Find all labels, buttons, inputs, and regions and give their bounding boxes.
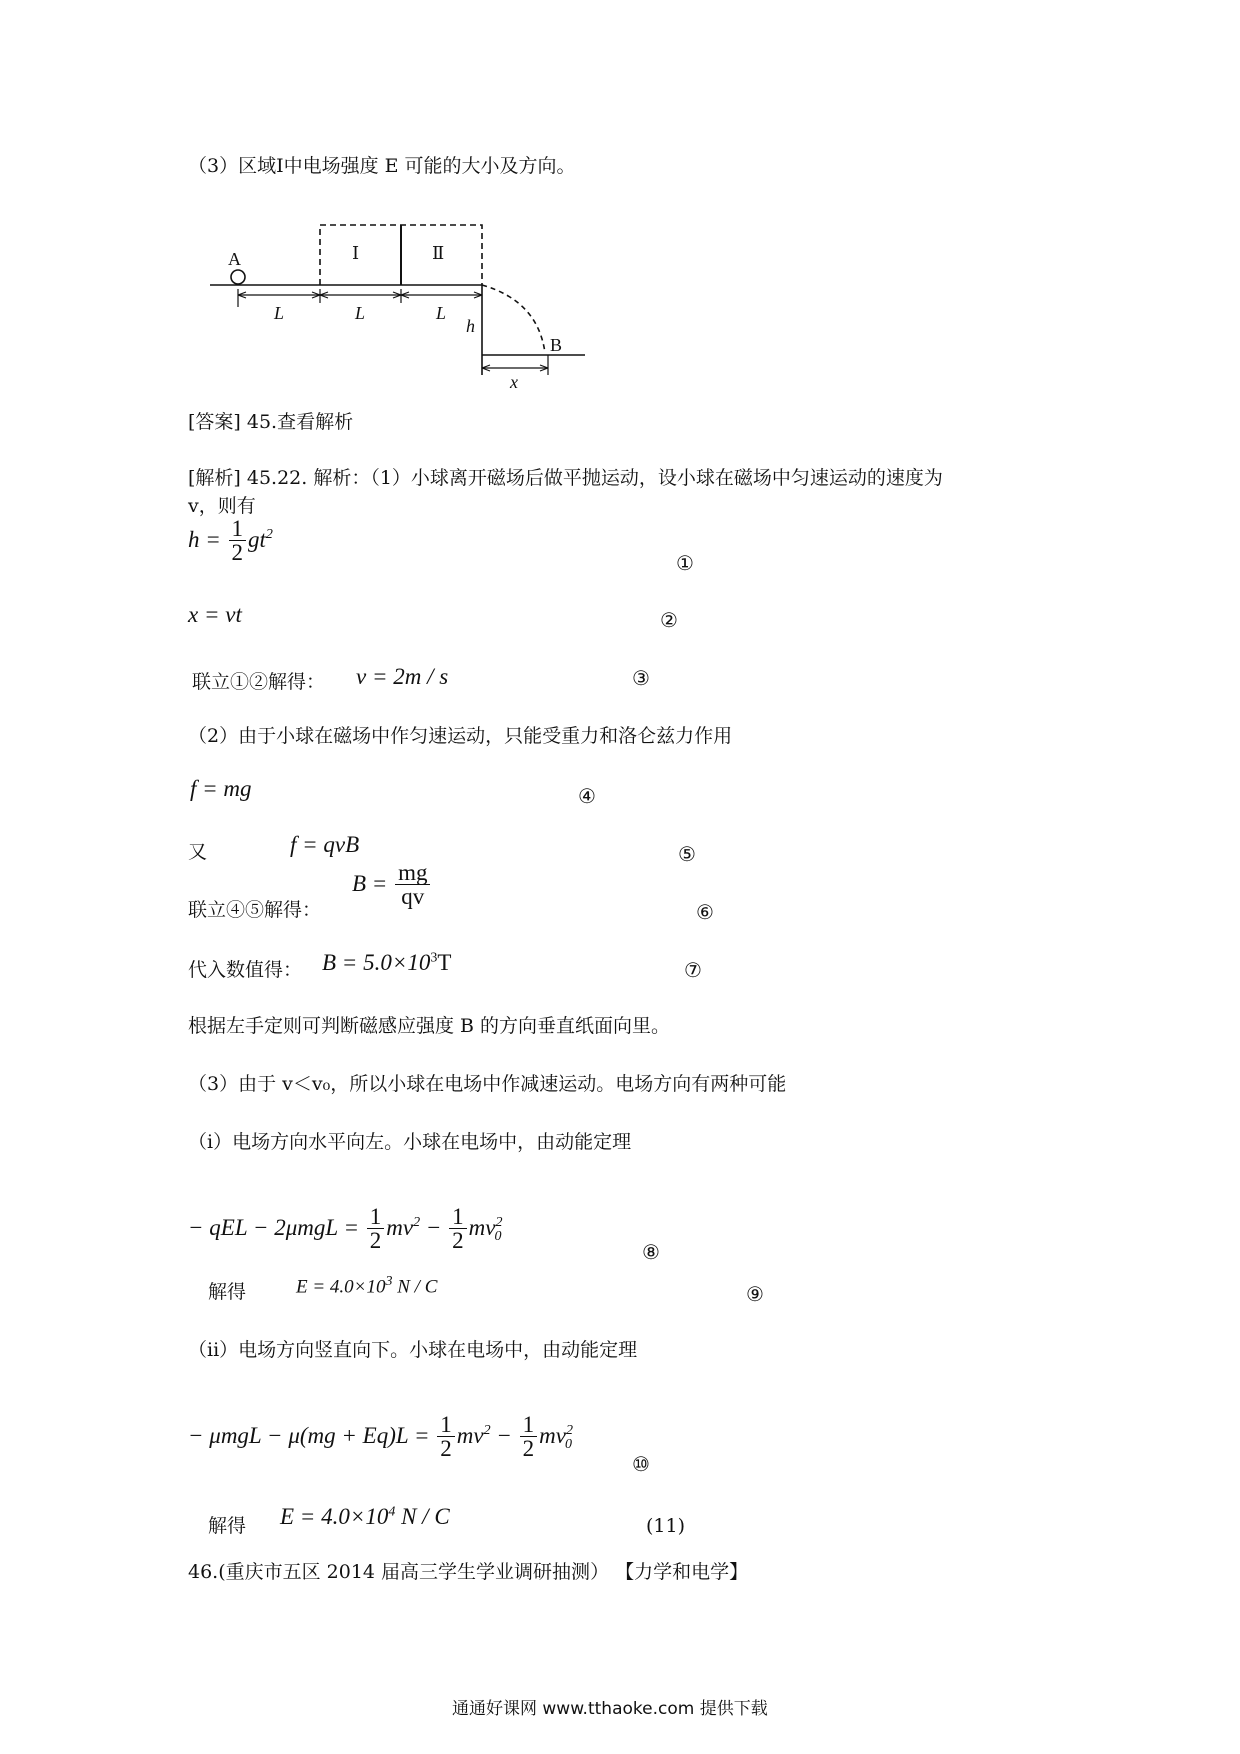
jiede-2: 解得 xyxy=(208,1515,247,1537)
label-L-2: L xyxy=(355,303,366,323)
equation-10: − μmgL − μ(mg + Eq)L = $\frac{1}{2}$ $mv^2$ − $\frac{1}{2}$ $mv^2_0$ xyxy=(188,1412,573,1461)
equation-9: $E = 4.0\times 10^3$ N / C xyxy=(296,1274,438,1298)
analysis-line-1: [解析] 45.22. 解析：（1）小球离开磁场后做平抛运动，设小球在磁场中匀速运动的速度为 xyxy=(188,467,943,489)
lianli-12: 联立①②解得： xyxy=(192,671,326,693)
equation-4: f = mg xyxy=(190,776,252,801)
label-x: x xyxy=(510,372,518,392)
mark-3: ③ xyxy=(632,666,650,690)
footer-credit: 通通好课网 www.tthaoke.com 提供下载 xyxy=(452,1699,768,1719)
question-46-line: 46.(重庆市五区 2014 届高三学生学业调研抽测） 【力学和电学】 xyxy=(188,1561,749,1583)
mark-10: ⑩ xyxy=(632,1452,650,1476)
equation-1: h = $\frac{1}{2}$ $gt^2$ xyxy=(188,516,273,565)
mark-4: ④ xyxy=(578,784,596,808)
lianli-45: 联立④⑤解得： xyxy=(188,899,322,921)
case-i-line: （i）电场方向水平向左。小球在电场中，由动能定理 xyxy=(188,1131,632,1153)
mark-5: ⑤ xyxy=(678,842,696,866)
label-region-II: Ⅱ xyxy=(432,243,445,263)
equation-11: $E = 4.0\times 10^4$ N / C xyxy=(280,1504,450,1529)
label-region-I: Ⅰ xyxy=(352,243,360,263)
part-2-line: （2）由于小球在磁场中作匀速运动，只能受重力和洛仑兹力作用 xyxy=(188,725,733,747)
case-ii-line: （ii）电场方向竖直向下。小球在电场中，由动能定理 xyxy=(188,1339,638,1361)
ball-A xyxy=(231,270,245,284)
answer-line: [答案] 45.查看解析 xyxy=(188,411,354,433)
label-B: B xyxy=(550,335,563,355)
mark-7: ⑦ xyxy=(684,958,702,982)
equation-5: f = qvB xyxy=(290,832,360,857)
label-A: A xyxy=(228,249,241,269)
part-3-line: （3）由于 v＜v₀，所以小球在电场中作减速运动。电场方向有两种可能 xyxy=(188,1073,787,1095)
field-region-diagram xyxy=(200,215,600,395)
label-L-1: L xyxy=(274,303,285,323)
jiede-1: 解得 xyxy=(208,1281,247,1303)
mark-9: ⑨ xyxy=(746,1282,764,1306)
label-L-3: L xyxy=(436,303,447,323)
daoru-label: 代入数值得： xyxy=(188,959,303,981)
mark-1: ① xyxy=(676,551,694,575)
left-hand-rule-line: 根据左手定则可判断磁感应强度 B 的方向垂直纸面向里。 xyxy=(188,1015,671,1037)
equation-6: B = $\frac{mg}{qv}$ xyxy=(352,862,432,909)
mark-6: ⑥ xyxy=(696,900,714,924)
trajectory-curve xyxy=(482,285,545,353)
equation-7: $B = 5.0\times 10^3T$ xyxy=(322,950,452,975)
equation-8: − qEL − 2μmgL = $\frac{1}{2}$ $mv^2$ − $\frac{1}{2}$ $mv^2_0$ xyxy=(188,1204,503,1253)
question-3-prompt: （3）区域Ⅰ中电场强度 E 可能的大小及方向。 xyxy=(188,155,576,177)
you-label: 又 xyxy=(188,841,208,863)
label-h: h xyxy=(466,316,475,336)
analysis-line-2: v，则有 xyxy=(188,495,256,517)
mark-2: ② xyxy=(660,608,678,632)
equation-2: x = vt xyxy=(188,602,242,627)
mark-11: (11) xyxy=(646,1515,686,1537)
equation-3: v = 2m / s xyxy=(356,664,449,689)
mark-8: ⑧ xyxy=(642,1240,660,1264)
